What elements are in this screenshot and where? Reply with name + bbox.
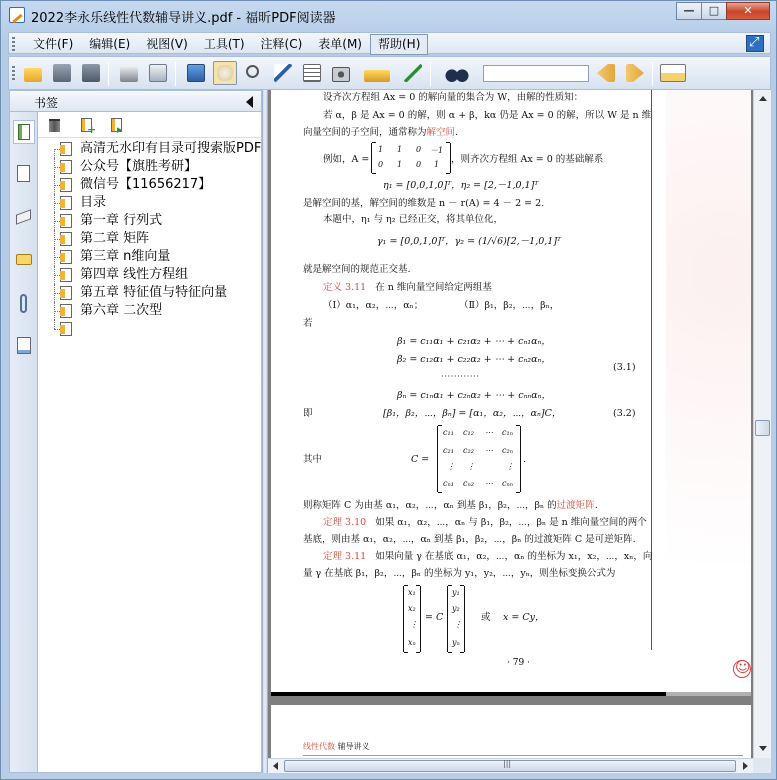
add-bookmark-icon[interactable]: + bbox=[78, 116, 96, 134]
collapse-left-icon[interactable] bbox=[246, 96, 253, 108]
bookmark-page-icon bbox=[60, 304, 72, 318]
bookmark-page-icon bbox=[60, 322, 72, 336]
app-logo-icon bbox=[9, 7, 25, 23]
page-decoration bbox=[666, 90, 751, 696]
search-input[interactable] bbox=[483, 65, 589, 82]
horizontal-scrollbar[interactable] bbox=[268, 758, 753, 773]
scroll-down-icon[interactable] bbox=[756, 742, 770, 756]
bookmark-item[interactable]: 目录 bbox=[38, 194, 262, 212]
menu-view[interactable]: 视图(V) bbox=[146, 37, 188, 51]
matrix-c: c₁₁ c₁₂ ⋯ c₁ₙ c₂₁ c₂₂ ⋯ c₂ₙ ⋮ ⋮ ⋮ cₙ₁ cₙ₂ ⋯ cₙₙ bbox=[437, 426, 521, 492]
print-icon[interactable] bbox=[117, 61, 141, 85]
maximize-button[interactable] bbox=[701, 2, 727, 20]
add-child-bookmark-icon[interactable]: ▸ bbox=[108, 116, 126, 134]
bookmark-page-icon bbox=[60, 286, 72, 300]
bookmark-page-icon bbox=[60, 250, 72, 264]
hand-tool-icon[interactable] bbox=[213, 61, 237, 85]
smiley-stamp-icon bbox=[733, 660, 751, 678]
open-folder-icon[interactable] bbox=[21, 61, 45, 85]
menu-form[interactable]: 表单(M) bbox=[318, 37, 362, 51]
horizontal-scroll-thumb[interactable] bbox=[284, 760, 736, 772]
bookmark-tab-icon[interactable] bbox=[13, 120, 35, 144]
bookmark-item[interactable]: 微信号【11656217】 bbox=[38, 176, 262, 194]
comments-tab-icon[interactable] bbox=[13, 250, 35, 274]
scroll-corner bbox=[753, 758, 771, 773]
close-button[interactable] bbox=[726, 2, 770, 20]
fullscreen-icon[interactable] bbox=[184, 61, 208, 85]
page-margin-line bbox=[651, 90, 652, 650]
scroll-left-icon[interactable] bbox=[270, 760, 283, 773]
attachments-tab-icon[interactable] bbox=[13, 292, 35, 316]
vertical-scrollbar[interactable] bbox=[753, 90, 771, 758]
vector-y: y₁ y₂ ⋮ yₙ bbox=[447, 586, 465, 652]
prev-find-icon[interactable] bbox=[594, 61, 618, 85]
menu-help[interactable]: 帮助(H) bbox=[370, 34, 428, 55]
vertical-scroll-thumb[interactable] bbox=[755, 420, 770, 436]
save-as-icon[interactable] bbox=[79, 61, 103, 85]
scroll-right-icon[interactable] bbox=[738, 760, 751, 773]
bookmarks-header bbox=[9, 90, 262, 112]
bookmark-page-icon bbox=[60, 268, 72, 282]
bookmark-page-icon bbox=[60, 178, 72, 192]
delete-bookmark-icon[interactable] bbox=[46, 116, 64, 134]
bookmark-item[interactable]: 第三章 n维向量 bbox=[38, 248, 262, 266]
menu-edit[interactable]: 编辑(E) bbox=[89, 37, 131, 51]
bookmarks-toolbar bbox=[38, 112, 262, 138]
bookmarks-panel bbox=[38, 112, 262, 773]
layers-tab-icon[interactable] bbox=[13, 206, 35, 230]
bookmark-item[interactable]: 第二章 矩阵 bbox=[38, 230, 262, 248]
title-bar bbox=[1, 1, 776, 31]
bookmark-page-icon bbox=[60, 142, 72, 156]
sign-icon[interactable] bbox=[401, 61, 425, 85]
menu-comment[interactable]: 注释(C) bbox=[260, 37, 303, 51]
bookmark-tree bbox=[38, 140, 262, 338]
menu-file[interactable]: 文件(F) bbox=[33, 37, 74, 51]
pages-tab-icon[interactable] bbox=[13, 162, 35, 186]
bookmark-item[interactable]: 第五章 特征值与特征向量 bbox=[38, 284, 262, 302]
menu-grip-icon[interactable] bbox=[12, 37, 15, 51]
bookmark-item[interactable]: 第四章 线性方程组 bbox=[38, 266, 262, 284]
rms-lock-icon[interactable] bbox=[361, 61, 393, 85]
bookmark-item[interactable]: 公众号【旗胜考研】 bbox=[38, 158, 262, 176]
toolbar bbox=[8, 56, 771, 90]
window-controls bbox=[677, 2, 770, 20]
sidebar-tabs bbox=[9, 112, 38, 773]
next-find-icon[interactable] bbox=[623, 61, 647, 85]
save-icon[interactable] bbox=[50, 61, 74, 85]
highlight-icon[interactable] bbox=[657, 61, 689, 85]
scan-icon[interactable] bbox=[146, 61, 170, 85]
minimize-icon: — bbox=[683, 4, 695, 17]
select-arrow-icon[interactable] bbox=[271, 61, 295, 85]
bookmark-page-icon bbox=[60, 160, 72, 174]
document-view[interactable] bbox=[268, 90, 753, 758]
bookmark-item[interactable] bbox=[38, 320, 262, 338]
scroll-up-icon[interactable] bbox=[756, 92, 770, 106]
bookmark-page-icon bbox=[60, 232, 72, 246]
toolbar-grip-icon[interactable] bbox=[12, 66, 15, 80]
signature-tab-icon[interactable] bbox=[13, 334, 35, 358]
menu-tools[interactable]: 工具(T) bbox=[203, 37, 245, 51]
menu-bar bbox=[8, 32, 771, 54]
vector-x: x₁ x₂ ⋮ xₙ bbox=[403, 586, 421, 652]
running-header: 线性代数 辅导讲义 bbox=[303, 742, 370, 751]
binoculars-icon[interactable] bbox=[441, 61, 473, 85]
close-icon: ✕ bbox=[743, 4, 753, 17]
text-select-icon[interactable] bbox=[300, 61, 324, 85]
bookmark-page-icon bbox=[60, 196, 72, 210]
snapshot-icon[interactable] bbox=[329, 61, 353, 85]
bookmark-page-icon bbox=[60, 214, 72, 228]
bookmark-item[interactable]: 高清无水印有目录可搜索版PDF bbox=[38, 140, 262, 158]
window-title: 2022李永乐线性代数辅导讲义.pdf - 福昕PDF阅读器 bbox=[31, 11, 336, 26]
page-number: · 79 · bbox=[507, 658, 530, 668]
loupe-icon[interactable] bbox=[242, 61, 266, 85]
minimize-button[interactable] bbox=[676, 2, 702, 20]
expand-icon[interactable] bbox=[746, 35, 764, 52]
matrix-a: 1 1 0 －1 0 1 0 1 bbox=[371, 143, 451, 173]
pdf-page-next bbox=[271, 705, 751, 758]
pdf-page: 设齐次方程组 Ax = 0 的解向量的集合为 W，由解的性质知： 若 α，β 是 Ax = 0 的解，则 α + β，kα 仍是 Ax = 0 的解，所以 W 是 n 维 向量空间的子空间，通常称为解空间. 例如，A = 1 1 0 －1 0 1 0 1 ，则齐次方程组 Ax = 0 的基础解系 η₁ = [0,0,1,0]ᵀ，η₂ = [2,－1,0,1]ᵀ 是解空间的基，解空间的维数是 n － r(A) = 4 － 2 = 2. 本题中，η₁ 与 η₂ 已经正交，将其单位化， γ₁ = [0,0,1,0]ᵀ，γ₂ = (1/√6)[2,－1,0,1]ᵀ 就是解空间的规范正交基. 定义 3.11 在 n 维向量空间给定两组基 （Ⅰ）α₁，α₂，⋯，αₙ； （Ⅱ）β₁，β₂，⋯，βₙ， 若 β₁ = c₁₁α₁ + c₂₁α₂ + ⋯ + cₙ₁αₙ， β₂ = c₁₂α₁ + c₂₂α₂ + ⋯ + cₙ₂αₙ， (3.1) ⋯⋯⋯⋯ βₙ = c₁ₙα₁ + c₂ₙα₂ + ⋯ + cₙₙαₙ， 即 [β₁，β₂，⋯，βₙ] = [α₁，α₂，⋯，αₙ]C， (3.2) 其中 C = c₁₁ c₁₂ ⋯ c₁ₙ c₂₁ c₂₂ ⋯ c₂ₙ ⋮ ⋮ ⋮ cₙ₁ cₙ₂ ⋯ cₙₙ . 则称矩阵 C 为由基 α₁，α₂，⋯，αₙ 到基 β₁，β₂，⋯，βₙ 的过渡矩阵. 定理 3.10 如果 α₁，α₂，⋯，αₙ 与 β₁，β₂，⋯，βₙ 是 n 维向量空间的两个 基底，则由基 α₁，α₂，⋯，αₙ 到基 β₁，β₂，⋯，βₙ 的过渡矩阵 C 是可逆矩阵. 定理 3.11 如果向量 γ 在基底 α₁，α₂，⋯，αₙ 的坐标为 x₁，x₂，⋯，xₙ，向 量 γ 在基底 β₁，β₂，⋯，βₙ 的坐标为 y₁，y₂，⋯，yₙ，则坐标变换公式为 x₁ x₂ ⋮ xₙ = C y₁ y₂ ⋮ yₙ 或 x = Cy， · 79 · ☺ bbox=[271, 90, 751, 696]
maximize-icon: □ bbox=[708, 4, 720, 17]
bookmark-item[interactable]: 第六章 二次型 bbox=[38, 302, 262, 320]
bookmarks-title: 书签 bbox=[34, 96, 59, 110]
bookmark-item[interactable]: 第一章 行列式 bbox=[38, 212, 262, 230]
